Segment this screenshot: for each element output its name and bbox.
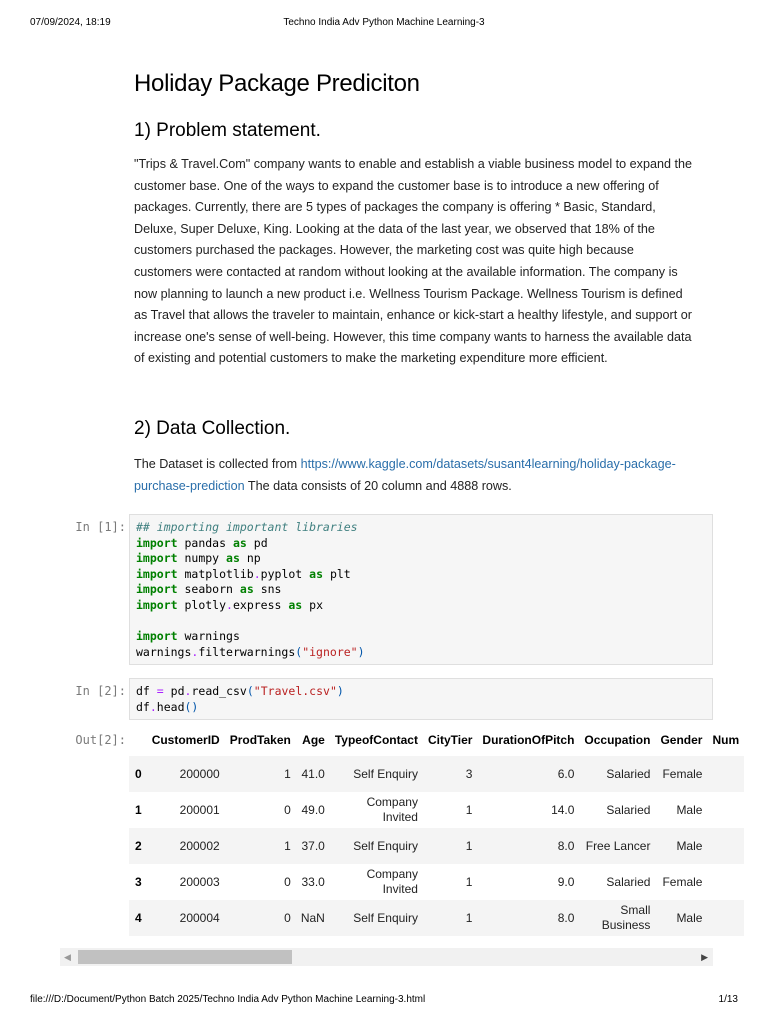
code-cell-imports[interactable]: ## importing important libraries import pandas as pd import numpy as np import matplotlib.pyplot as plt import seaborn as sns import plotly.express as px import warnings warnings.filterwarnings("ignore") [129,514,713,665]
cell-occupation: Free Lancer [585,838,651,853]
cell-age: 49.0 [301,803,325,817]
column-header: ProdTaken [229,733,291,747]
table-row [129,792,744,828]
row-index: 2 [135,839,142,853]
notebook-title: Holiday Package Prediciton [134,70,420,97]
cell-occupation: Salaried [606,802,651,817]
row-index: 1 [135,803,142,817]
table-row [129,756,744,792]
section-heading-data-collection: 2) Data Collection. [134,418,291,439]
cell-occupation: Salaried [606,874,651,889]
column-header: CityTier [427,733,473,747]
cell-durationofpitch: 9.0 [557,875,575,889]
table-row [129,828,744,864]
cell-typeofcontact: Company Invited [366,795,418,824]
cell-age: NaN [300,911,325,925]
cell-typeofcontact: Self Enquiry [353,766,418,781]
cell-citytier: 3 [465,767,473,781]
cell-typeofcontact: Self Enquiry [353,910,418,925]
cell-prodtaken: 0 [284,803,291,817]
code-cell-read-csv[interactable]: df = pd.read_csv("Travel.csv") df.head() [129,678,713,720]
table-header-row [129,724,744,756]
cell-prodtaken: 0 [284,875,291,889]
cell-gender: Male [676,803,703,817]
cell-prompt-in-2: In [2]: [75,684,126,698]
column-header: TypeofContact [334,733,418,747]
print-datetime: 07/09/2024, 18:19 [30,17,111,28]
cell-durationofpitch: 8.0 [557,911,575,925]
scroll-right-icon[interactable]: ▶ [701,952,708,962]
column-header: CustomerID [151,733,220,747]
scroll-left-icon[interactable]: ◀ [64,952,71,962]
cell-citytier: 1 [465,839,473,853]
table-row [129,864,744,900]
cell-gender: Male [676,911,703,925]
cell-prompt-out-2: Out[2]: [75,733,126,747]
print-title: Techno India Adv Python Machine Learning-3 [283,17,485,28]
cell-customerid: 200004 [179,911,220,925]
dataframe-table [129,724,744,936]
cell-typeofcontact: Company Invited [366,867,418,896]
section-heading-problem: 1) Problem statement. [134,120,321,141]
cell-prompt-in-1: In [1]: [75,520,126,534]
scrollbar-thumb[interactable] [78,950,292,964]
cell-durationofpitch: 14.0 [551,803,575,817]
cell-age: 41.0 [301,767,325,781]
cell-occupation: Salaried [606,766,651,781]
column-header: Occupation [584,733,651,747]
print-file-path: file:///D:/Document/Python Batch 2025/Techno India Adv Python Machine Learning-3.html [30,994,426,1005]
cell-age: 33.0 [301,875,325,889]
cell-typeofcontact: Self Enquiry [353,838,418,853]
dataframe-output [129,724,740,946]
column-header: Age [302,733,325,747]
cell-prodtaken: 1 [284,767,291,781]
cell-customerid: 200000 [179,767,220,781]
cell-citytier: 1 [465,911,473,925]
cell-customerid: 200002 [179,839,220,853]
cell-gender: Female [662,875,703,889]
column-header: DurationOfPitch [482,733,575,747]
data-collection-text: The Dataset is collected from https://www.kaggle.com/datasets/susant4learning/holiday-package-purchase-prediction The data consists of 20 column and 4888 rows. [134,457,676,493]
print-page-number: 1/13 [718,994,738,1005]
cell-customerid: 200001 [179,803,220,817]
problem-statement-text: "Trips & Travel.Com" company wants to enable and establish a viable business model to expand the customer base. One of the ways to expand the customer base is to introduce a new offering of packages. Currently, there are 5 types of packages the company is offering * Basic, Standard, Deluxe, Super Deluxe, King. Looking at the data of the last year, we observed that 18% of the customers purchased the packages. However, the marketing cost was quite high because customers were contacted at random without looking at the available information. The company is now planning to launch a new product i.e. Wellness Tourism Package. Wellness Tourism is defined as Travel that allows the traveler to maintain, enhance or kick-start a healthy lifestyle, and support or increase one's sense of well-being. However, this time company wants to harness the available data of existing and potential customers to make the marketing expenditure more efficient. [134,157,693,366]
row-index: 4 [135,911,142,925]
column-header: Gender [660,733,703,747]
row-index: 0 [135,767,142,781]
cell-gender: Female [662,767,703,781]
cell-occupation: Small Business [601,903,651,932]
horizontal-scrollbar[interactable] [60,948,713,966]
column-header: Num [712,733,740,747]
cell-durationofpitch: 6.0 [557,767,575,781]
cell-customerid: 200003 [179,875,220,889]
cell-citytier: 1 [465,803,473,817]
dataset-link[interactable]: https://www.kaggle.com/datasets/susant4learning/holiday-package-purchase-prediction [134,457,676,493]
cell-prodtaken: 0 [284,911,291,925]
cell-prodtaken: 1 [284,839,291,853]
row-index: 3 [135,875,142,889]
print-header [0,17,768,33]
table-row [129,900,744,936]
cell-durationofpitch: 8.0 [557,839,575,853]
cell-citytier: 1 [465,875,473,889]
cell-gender: Male [676,839,703,853]
cell-age: 37.0 [301,839,325,853]
